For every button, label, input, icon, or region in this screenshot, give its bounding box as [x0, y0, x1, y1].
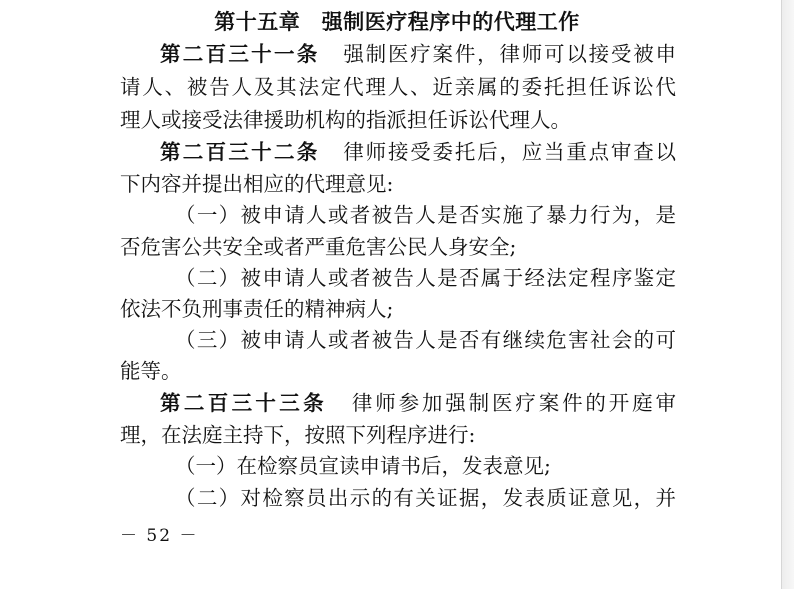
page-number: － 52 －: [120, 526, 199, 546]
article-232-heading: 第二百三十二条: [160, 140, 320, 164]
chapter-title: 第十五章 强制医疗程序中的代理工作: [214, 10, 580, 34]
article-232-item-2-line-1: （二）被申请人或者被告人是否属于经法定程序鉴定: [175, 266, 676, 290]
article-233-line-2: 理，在法庭主持下，按照下列程序进行:: [120, 423, 476, 447]
article-231-line-2: 请人、被告人及其法定代理人、近亲属的委托担任诉讼代: [120, 75, 676, 99]
article-232-item-3-line-1: （三）被申请人或者被告人是否有继续危害社会的可: [175, 328, 676, 352]
article-232-item-3-line-2: 能等。: [120, 359, 182, 383]
article-231-line-1: [160, 40, 676, 68]
article-233-line-1: [160, 389, 676, 417]
page-edge: [781, 0, 794, 589]
article-232-item-2-line-2: 依法不负刑事责任的精神病人;: [120, 297, 394, 321]
article-232-item-1-line-2: 否危害公共安全或者严重危害公民人身安全;: [120, 235, 517, 259]
article-233-text: 律师参加强制医疗案件的开庭审: [349, 391, 676, 415]
article-232-text: 律师接受委托后，应当重点审查以: [341, 140, 677, 164]
article-232-line-1: [160, 138, 676, 166]
article-231-line-3: 理人或接受法律援助机构的指派担任诉讼代理人。: [120, 108, 571, 132]
article-231-text: 强制医疗案件，律师可以接受被申: [341, 42, 677, 66]
article-232-line-2: 下内容并提出相应的代理意见:: [120, 172, 394, 196]
article-233-item-1-line-1: （一）在检察员宣读申请书后，发表意见;: [175, 454, 551, 478]
article-232-item-1-line-1: （一）被申请人或者被告人是否实施了暴力行为，是: [175, 203, 676, 227]
article-233-item-2-line-1: （二）对检察员出示的有关证据，发表质证意见，并: [175, 486, 676, 510]
article-231-heading: 第二百三十一条: [160, 42, 320, 66]
article-233-heading: 第二百三十三条: [160, 391, 327, 415]
